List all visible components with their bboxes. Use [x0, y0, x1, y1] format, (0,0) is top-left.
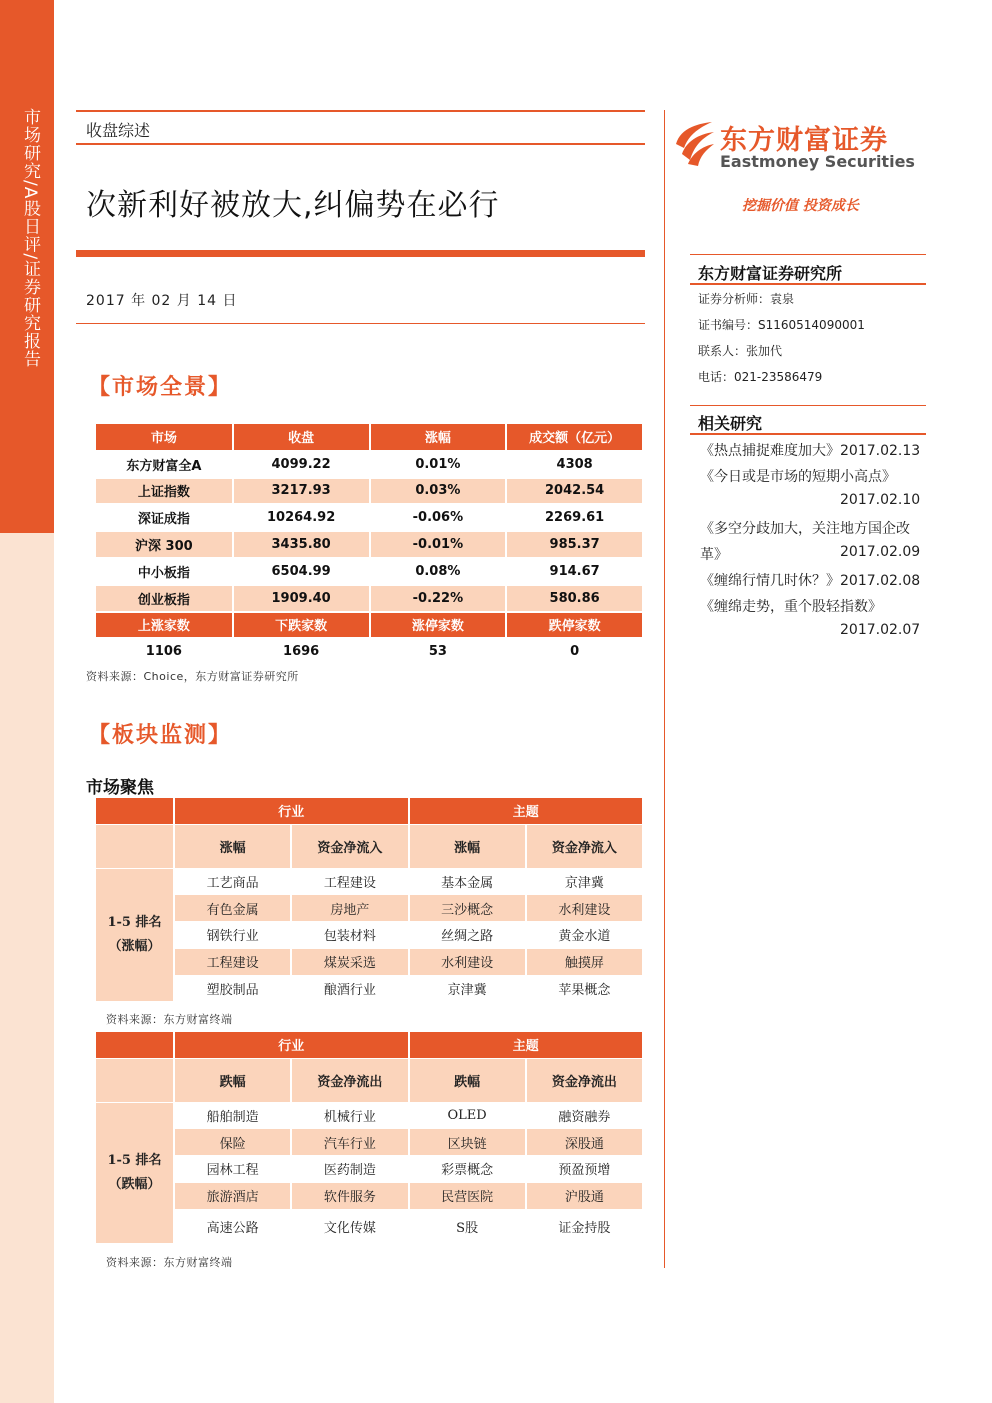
index-name: 深证成指: [96, 504, 233, 531]
cell: 京津冀: [409, 975, 526, 1002]
cell: 钢铁行业: [174, 922, 291, 949]
contact-person: 联系人：张加代: [698, 344, 783, 358]
related-report-date: 2017.02.10: [840, 492, 921, 508]
column-header: 涨停家数: [370, 612, 507, 639]
column-header: 下跌家数: [233, 612, 370, 639]
table-row: [96, 1156, 643, 1183]
table-row: [96, 1102, 643, 1129]
group-header-industry: 行业: [174, 798, 409, 824]
table-row: [96, 531, 643, 558]
cell: 塑胶制品: [174, 975, 291, 1002]
table-row: [96, 558, 643, 585]
cell: 工艺商品: [174, 868, 291, 895]
loss-source: 资料来源：东方财富终端: [106, 1256, 233, 1269]
counts-header: [96, 612, 643, 639]
table-row: [96, 868, 643, 895]
turnover-value: 914.67: [506, 558, 643, 585]
cell: 水利建设: [409, 948, 526, 975]
left-sidebar: [0, 0, 54, 1403]
rank-label-line: （跌幅）: [108, 1176, 161, 1192]
group-header-industry: 行业: [174, 1032, 409, 1058]
rank-label-line: 1-5 排名: [107, 914, 162, 930]
table-row: [96, 451, 643, 478]
column-header: 涨幅: [370, 424, 507, 451]
sub-header: 涨幅: [174, 824, 291, 868]
corner-cell: [96, 1058, 174, 1102]
corner-cell: [96, 824, 174, 868]
brand-name-en: Eastmoney Securities: [720, 152, 915, 171]
report-category-label: 市场研究/A股日评/证券研究报告: [20, 108, 40, 369]
related-report-link[interactable]: 《多空分歧加大，关注地方国企改: [700, 521, 910, 537]
cell: 煤炭采选: [291, 948, 408, 975]
cell: 民营医院: [409, 1182, 526, 1209]
cell: 汽车行业: [291, 1129, 408, 1156]
phone-number: 电话：021-23586479: [698, 370, 823, 384]
brand-logo-mark: [672, 118, 716, 166]
close-value: 10264.92: [233, 504, 370, 531]
group-header-theme: 主题: [409, 1032, 644, 1058]
market-focus-heading: 市场聚焦: [86, 778, 154, 798]
cell: 酿酒行业: [291, 975, 408, 1002]
limit-up-count: 53: [370, 638, 507, 665]
column-header: 上涨家数: [96, 612, 233, 639]
cell: 彩票概念: [409, 1156, 526, 1183]
index-name: 上证指数: [96, 478, 233, 505]
close-value: 3435.80: [233, 531, 370, 558]
cell: 触摸屏: [526, 948, 643, 975]
close-value: 1909.40: [233, 585, 370, 612]
table-row: [96, 975, 643, 1002]
turnover-value: 4308: [506, 451, 643, 478]
cell: 船舶制造: [174, 1102, 291, 1129]
sub-header: 涨幅: [409, 824, 526, 868]
related-report-link[interactable]: 《缠绵行情几时休？》2017.02.08: [700, 573, 921, 589]
turnover-value: 2269.61: [506, 504, 643, 531]
rank-label-line: 1-5 排名: [107, 1152, 162, 1168]
cell: 高速公路: [174, 1209, 291, 1243]
column-header: 收盘: [233, 424, 370, 451]
index-name: 中小板指: [96, 558, 233, 585]
license-number: 证书编号：S1160514090001: [698, 318, 865, 332]
cell: 基本金属: [409, 868, 526, 895]
turnover-value: 985.37: [506, 531, 643, 558]
page-title: 次新利好被放大,纠偏势在必行: [86, 188, 500, 223]
related-heading: 相关研究: [698, 414, 763, 433]
change-value: -0.06%: [370, 504, 507, 531]
related-report-link-cont[interactable]: 革》: [700, 547, 728, 563]
market-source: 资料来源：Choice，东方财富证券研究所: [86, 670, 299, 683]
close-value: 6504.99: [233, 558, 370, 585]
table-row: [96, 585, 643, 612]
limit-down-count: 0: [506, 638, 643, 665]
cell: 三沙概念: [409, 895, 526, 922]
cell: 机械行业: [291, 1102, 408, 1129]
rank-label: [96, 1102, 174, 1243]
down-count: 1696: [233, 638, 370, 665]
sub-header: 跌幅: [174, 1058, 291, 1102]
close-value: 3217.93: [233, 478, 370, 505]
cell: 丝绸之路: [409, 922, 526, 949]
institute-heading: 东方财富证券研究所: [698, 264, 843, 283]
group-header-theme: 主题: [409, 798, 644, 824]
related-top-rule: [690, 405, 926, 406]
analyst-name: 证券分析师：袁泉: [698, 292, 795, 306]
cell: 文化传媒: [291, 1209, 408, 1243]
cell: 水利建设: [526, 895, 643, 922]
index-name: 创业板指: [96, 585, 233, 612]
report-date: 2017 年 02 月 14 日: [86, 293, 238, 309]
rank-label-line: （涨幅）: [108, 938, 161, 954]
cell: 黄金水道: [526, 922, 643, 949]
date-rule: [76, 323, 645, 324]
table-row: [96, 478, 643, 505]
cell: 融资融券: [526, 1102, 643, 1129]
cell: 工程建设: [174, 948, 291, 975]
cell: 工程建设: [291, 868, 408, 895]
index-name: 东方财富全A: [96, 451, 233, 478]
related-report-link[interactable]: 《缠绵走势，重个股轻指数》: [700, 599, 882, 615]
institute-rule: [690, 283, 926, 285]
sub-header: 资金净流入: [291, 824, 408, 868]
cell: 区块链: [409, 1129, 526, 1156]
sub-header: 跌幅: [409, 1058, 526, 1102]
market-heading: 【市场全景】: [88, 374, 233, 400]
cell: 房地产: [291, 895, 408, 922]
column-header: 市场: [96, 424, 233, 451]
related-report-link[interactable]: 《热点捕捉难度加大》2017.02.13: [700, 443, 921, 459]
brand-slogan: 挖掘价值 投资成长: [742, 198, 859, 214]
rank-label: [96, 868, 174, 1002]
related-report-date: 2017.02.09: [840, 544, 921, 560]
index-name: 沪深 300: [96, 531, 233, 558]
sub-header-row: [96, 824, 643, 868]
title-bar: [76, 250, 645, 257]
cell: S股: [409, 1209, 526, 1243]
cell: OLED: [409, 1102, 526, 1129]
change-value: -0.22%: [370, 585, 507, 612]
cell: 证金持股: [526, 1209, 643, 1243]
cell: 旅游酒店: [174, 1182, 291, 1209]
group-header-row: [96, 798, 643, 824]
cell: 京津冀: [526, 868, 643, 895]
market-table: [96, 424, 644, 666]
top-rule: [76, 110, 645, 112]
cell: 软件服务: [291, 1182, 408, 1209]
gain-table: [96, 798, 644, 1002]
gain-source: 资料来源：东方财富终端: [106, 1013, 233, 1026]
cell: 沪股通: [526, 1182, 643, 1209]
table-row: [96, 948, 643, 975]
market-table-header: [96, 424, 643, 451]
corner-cell: [96, 798, 174, 824]
related-report-link[interactable]: 《今日或是市场的短期小高点》: [700, 469, 896, 485]
brand-name-cn: 东方财富证券: [720, 125, 888, 156]
table-row: [96, 1182, 643, 1209]
table-row: [96, 1129, 643, 1156]
up-count: 1106: [96, 638, 233, 665]
change-value: 0.01%: [370, 451, 507, 478]
change-value: 0.03%: [370, 478, 507, 505]
cell: 医药制造: [291, 1156, 408, 1183]
corner-cell: [96, 1032, 174, 1058]
table-row: [96, 1209, 643, 1243]
cell: 预盈预增: [526, 1156, 643, 1183]
sub-header: 资金净流出: [291, 1058, 408, 1102]
table-row: [96, 922, 643, 949]
column-divider: [664, 110, 665, 1268]
cell: 园林工程: [174, 1156, 291, 1183]
header-rule: [76, 143, 645, 145]
column-header: 成交额（亿元）: [506, 424, 643, 451]
change-value: -0.01%: [370, 531, 507, 558]
related-rule: [690, 433, 926, 435]
group-header-row: [96, 1032, 643, 1058]
related-report-date: 2017.02.07: [840, 622, 921, 638]
table-row: [96, 504, 643, 531]
turnover-value: 580.86: [506, 585, 643, 612]
cell: 有色金属: [174, 895, 291, 922]
table-row: [96, 895, 643, 922]
cell: 保险: [174, 1129, 291, 1156]
cell: 包装材料: [291, 922, 408, 949]
change-value: 0.08%: [370, 558, 507, 585]
loss-table: [96, 1032, 644, 1244]
cell: 苹果概念: [526, 975, 643, 1002]
counts-row: [96, 638, 643, 665]
turnover-value: 2042.54: [506, 478, 643, 505]
section-tag: 收盘综述: [86, 121, 151, 140]
sub-header: 资金净流入: [526, 824, 643, 868]
sub-header: 资金净流出: [526, 1058, 643, 1102]
cell: 深股通: [526, 1129, 643, 1156]
column-header: 跌停家数: [506, 612, 643, 639]
institute-top-rule: [690, 254, 926, 255]
sub-header-row: [96, 1058, 643, 1102]
close-value: 4099.22: [233, 451, 370, 478]
sector-heading: 【板块监测】: [88, 722, 233, 748]
